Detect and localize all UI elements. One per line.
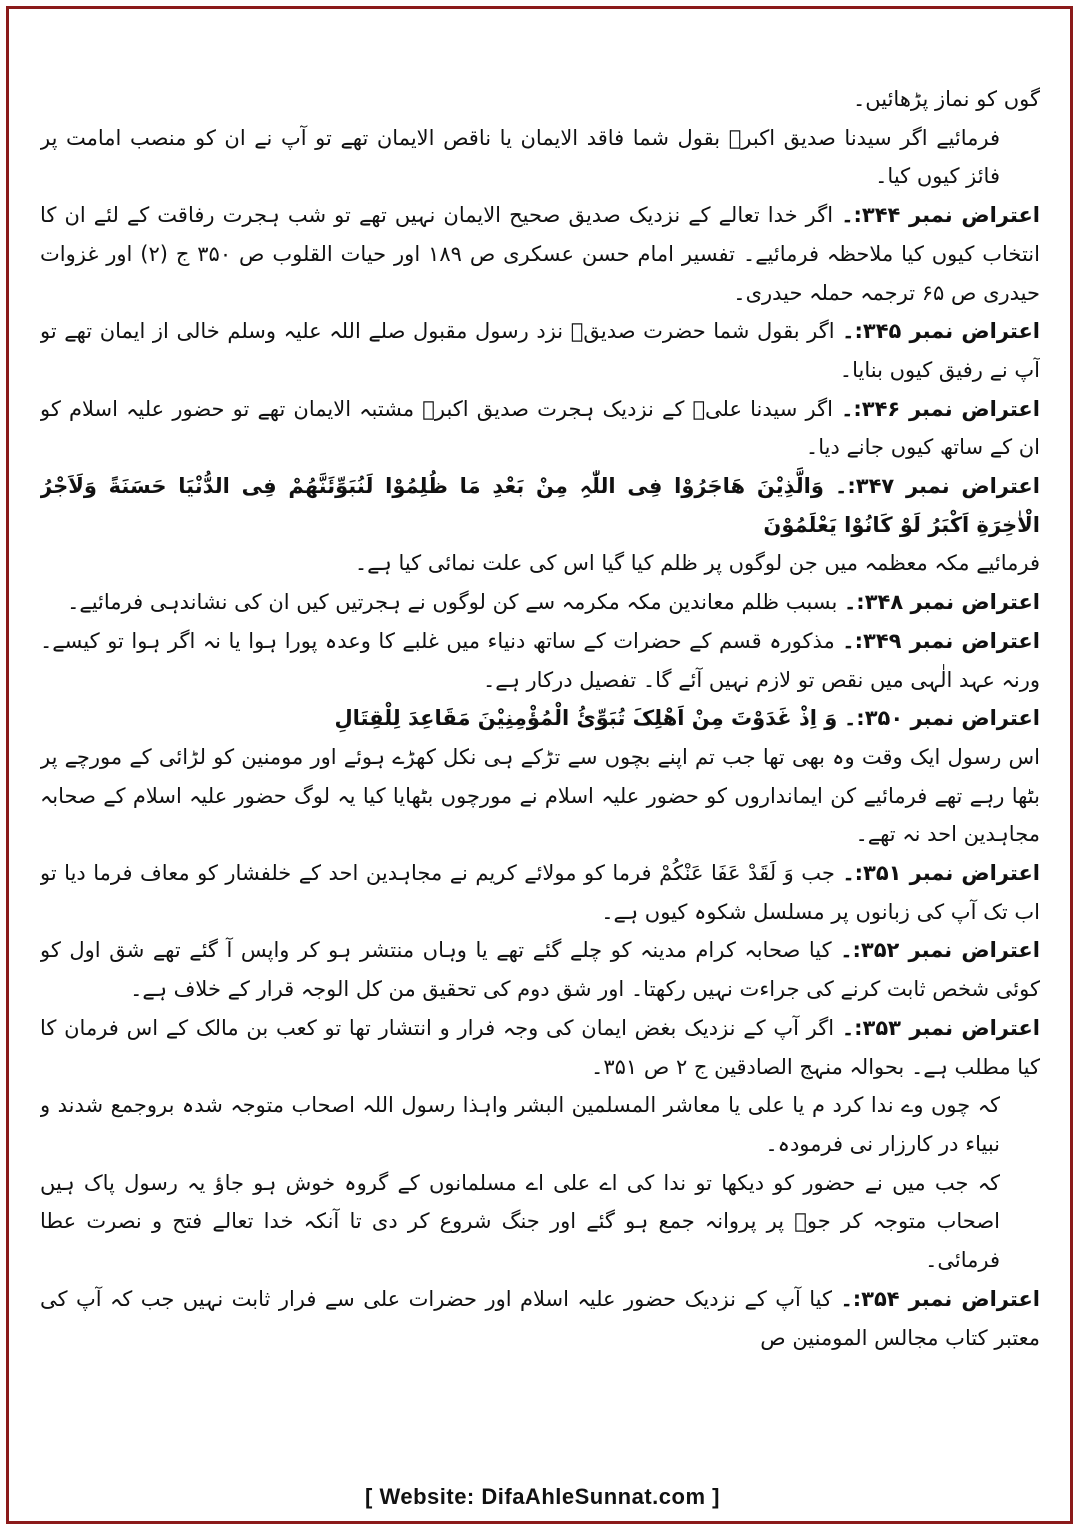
objection-344: اعتراض نمبر ۳۴۴:۔ اگر خدا تعالے کے نزدیک صدیق صحیح الایمان نہیں تھے تو شب ہجرت رفاقت کے لئے ان کا انتخاب کیوں کیا ملاحظہ فرمائیے۔ تفسیر امام حسن عسکری ص ۱۸۹ اور حیات القلوب ص ۳۵۰ ج (۲) اور غزوات حیدری ص ۶۵ ترجمہ حملہ حیدری۔ bbox=[40, 203, 1040, 305]
objection-label: اعتراض نمبر ۳۴۴:۔ bbox=[841, 203, 1040, 228]
objection-345: اعتراض نمبر ۳۴۵:۔ اگر بقول شما حضرت صدیقؓ نزد رسول مقبول صلے اللہ علیہ وسلم خالی از ایمان تھے تو آپ نے رفیق کیوں بنایا۔ bbox=[40, 319, 1040, 382]
objection-348: اعتراض نمبر ۳۴۸:۔ بسبب ظلم معاندین مکہ مکرمہ سے کن لوگوں نے ہجرتیں کیں ان کی نشاندہی فرمائیے۔ bbox=[67, 590, 1040, 615]
objection-352: اعتراض نمبر ۳۵۲:۔ کیا صحابہ کرام مدینہ کو چلے گئے تھے یا وہاں منتشر ہو کر واپس آ گئے تھے شق اول کو کوئی شخص ثابت کرنے کی جراءت نہیں رکھتا۔ اور شق دوم کی تحقیق من کل الوجہ قرار کے خلاف ہے۔ bbox=[40, 938, 1040, 1002]
objection-350 bbox=[40, 699, 1040, 738]
document-body bbox=[40, 80, 1040, 1475]
objection-label: اعتراض نمبر ۳۴۷:۔ bbox=[835, 474, 1040, 499]
objection-347 bbox=[40, 467, 1040, 544]
objection-346: اعتراض نمبر ۳۴۶:۔ اگر سیدنا علیؓ کے نزدیک ہجرت صدیق اکبرؓ مشتبہ الایمان تھے تو حضور علیہ اسلام کو ان کے ساتھ کیوں جانے دیا۔ bbox=[40, 396, 1040, 460]
objection-353: اعتراض نمبر ۳۵۳:۔ اگر آپ کے نزدیک بغض ایمان کی وجہ فرار و انتشار تھا تو کعب بن مالک کے اس فرمان کا کیا مطلب ہے۔ بحوالہ منہج الصادقین ج ۲ ص ۳۵۱۔ bbox=[40, 1015, 1040, 1079]
paragraph-7: فرمائیے مکہ معظمہ میں جن لوگوں پر ظلم کیا گیا اس کی علت نمائی کیا ہے۔ bbox=[354, 551, 1040, 576]
objection-354: اعتراض نمبر ۳۵۴:۔ کیا آپ کے نزدیک حضور علیہ اسلام اور حضرات علی سے فرار ثابت نہیں جب کہ آپ کی معتبر کتاب مجالس المومنین ص bbox=[40, 1286, 1040, 1350]
objection-label: اعتراض نمبر ۳۵۴:۔ bbox=[840, 1286, 1040, 1311]
translation: کہ جب میں نے حضور کو دیکھا تو ندا کی اے علی اے مسلمانوں کے گروہ خوش ہو جاؤ یہ رسول پاک ہیں اصحاب متوجہ کر جوؔ پر پروانہ جمع ہو گئے اور جنگ شروع کر دی تا آنکہ خدا تعالے فتح و نصرت عطا فرمائی۔ bbox=[40, 1170, 1000, 1273]
objection-label: اعتراض نمبر ۳۵۰:۔ bbox=[843, 706, 1040, 731]
objection-label: اعتراض نمبر ۳۵۳:۔ bbox=[841, 1015, 1040, 1040]
objection-349: اعتراض نمبر ۳۴۹:۔ مذکورہ قسم کے حضرات کے ساتھ دنیاء میں غلبے کا وعدہ پورا ہوا یا نہ اگر ہوا تو کیسے۔ ورنہ عہد الٰہی میں نقص تو لازم نہیں آئے گا۔ تفصیل درکار ہے۔ bbox=[40, 628, 1040, 692]
objection-label: اعتراض نمبر ۳۴۹:۔ bbox=[842, 628, 1040, 653]
objection-label: اعتراض نمبر ۳۵۲:۔ bbox=[840, 938, 1040, 963]
website-footer: [ Website: DifaAhleSunnat.com ] bbox=[365, 1484, 720, 1509]
objection-label: اعتراض نمبر ۳۴۸:۔ bbox=[843, 590, 1040, 615]
quranic-verse: وَ اِذْ غَدَوْتَ مِنْ اَھْلِکَ تُبَوِّئُ الْمُؤْمِنِیْنَ مَقَاعِدَ لِلْقِتَالِ bbox=[334, 706, 838, 731]
persian-quote: کہ چوں وے ندا کرد م یا علی یا معاشر المسلمین البشر واہذا رسول اللہ اصحاب متوجہ شدہ بروجمع شدند و نبیاء در کارزار نی فرمودہ۔ bbox=[40, 1093, 1000, 1156]
paragraph-2: فرمائیے اگر سیدنا صدیق اکبرؓ بقول شما فاقد الایمان یا ناقص الایمان تھے تو آپ نے ان کو منصب امامت پر فائز کیوں کیا۔ bbox=[40, 125, 1000, 189]
paragraph-11: اس رسول ایک وقت وہ بھی تھا جب تم اپنے بچوں سے تڑکے ہی نکل کھڑے ہوئے اور مومنین کو لڑائی کے مورچے پر بٹھا رہے تھے فرمائیے کن ایمانداروں کو حضور علیہ اسلام نے مورچوں بٹھایا کیا یہ لوگ حضور علیہ اسلام کے صحابہ مجاہدین احد نہ تھے۔ bbox=[40, 744, 1040, 847]
quranic-verse: وَالَّذِیْنَ ھَاجَرُوْا فِی اللّٰہِ مِنْ بَعْدِ مَا ظُلِمُوْا لَنُبَوِّئَنَّھُمْ فِی الدُّنْیَا حَسَنَةً وَلَاَجْرُ الْاٰخِرَةِ اَکْبَرُ لَوْ کَانُوْا یَعْلَمُوْنَ bbox=[40, 474, 1040, 537]
objection-label: اعتراض نمبر ۳۵۱:۔ bbox=[842, 861, 1040, 886]
objection-label: اعتراض نمبر ۳۴۶:۔ bbox=[841, 396, 1040, 421]
paragraph-1: گوں کو نماز پڑھائیں۔ bbox=[852, 87, 1040, 111]
objection-label: اعتراض نمبر ۳۴۵:۔ bbox=[842, 319, 1040, 344]
objection-351: اعتراض نمبر ۳۵۱:۔ جب وَ لَقَدْ عَفَا عَنْکُمْ فرما کو مولائے کریم نے مجاہدین احد کے خلفشار کو معاف فرما دیا تو اب تک آپ کی زبانوں پر مسلسل شکوہ کیوں ہے۔ bbox=[40, 861, 1040, 924]
